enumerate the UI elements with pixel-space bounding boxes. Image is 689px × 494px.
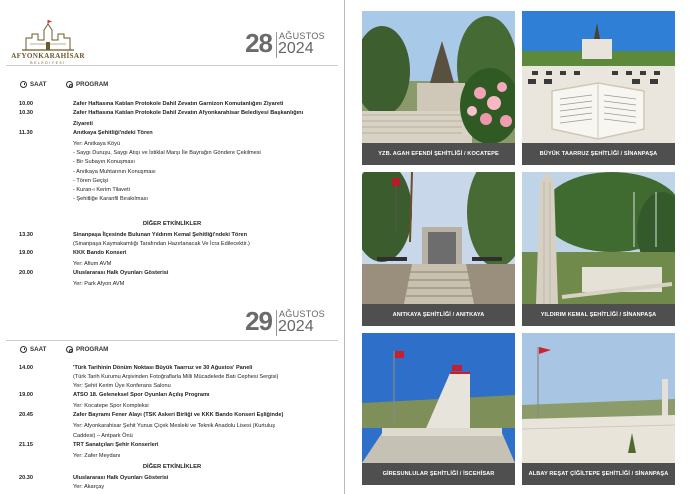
section-rule (6, 340, 338, 341)
photo-giresunlular (362, 333, 515, 463)
photo-caption: ANITKAYA ŞEHİTLİĞİ / ANITKAYA (362, 304, 515, 326)
photo-yildirim-kemal (522, 172, 675, 304)
saat-label: SAAT (30, 346, 47, 353)
photo-anitkaya (362, 172, 515, 304)
row-text: - Saygı Duruşu, Saygı Atışı ve İstiklal Marşı İle Bayrağın Göndere Çekilmesi (73, 150, 261, 157)
row-time: 13.30 (19, 232, 33, 238)
row-time: 11.30 (19, 130, 33, 137)
photo-caption: YZB. AGAH EFENDİ ŞEHİTLİĞİ / KOCATEPE (362, 143, 515, 165)
row-text: Zafer Bayramı Fener Alayı (TSK Askeri Birliği ve KKK Bando Konseri Eşliğinde) (73, 412, 284, 419)
photo-buyuk-taarruz (522, 11, 675, 143)
section-rule (6, 65, 338, 66)
saat-header (20, 346, 46, 353)
row-text: (Sinanpaşa Kaymakamlığı Tarafından Hazırlanacak Ve İcra Edilecektir.) (73, 241, 250, 248)
row-text: Anıtkaya Şehitliği'ndeki Tören (73, 130, 153, 137)
row-text: Uluslararası Halk Oyunları Gösterisi (73, 270, 169, 277)
row-time: 20.00 (19, 270, 33, 277)
row-time: 10.00 (19, 101, 33, 107)
row-text: - Bir Subayın Konuşması (73, 159, 135, 166)
photo-caption: YILDIRIM KEMAL ŞEHİTLİĞİ / SİNANPAŞA (522, 304, 675, 326)
photo-page (345, 0, 689, 494)
row-time: 10.30 (19, 110, 33, 117)
date-divider (276, 32, 277, 58)
date-heading-28 (0, 28, 334, 64)
program-icon (66, 346, 73, 353)
logo-name: AFYONKARAHİSAR (11, 52, 85, 60)
row-text: TRT Sanatçıları Şehir Konserleri (73, 441, 159, 448)
row-time: 14.00 (19, 365, 33, 371)
date-month: AĞUSTOS (279, 309, 325, 319)
program-header (66, 81, 108, 88)
row-time: 20.45 (19, 412, 33, 419)
row-text: Yer: Park Afyon AVM (73, 281, 125, 288)
logo-subtitle: BELEDİYESİ (30, 61, 66, 65)
row-text: Yer: Şehit Kerim Üye Konferans Salonu (73, 383, 171, 390)
row-text: Yer: Kocatepe Spor Kompleksi (73, 403, 149, 410)
program-label: PROGRAM (76, 346, 109, 353)
row-text: Yer: Anıtkaya Köyü (73, 141, 121, 148)
clock-icon (20, 346, 27, 353)
row-text: ATSO 18. Geleneksel Spor Oyunları Açılış Programı (73, 392, 210, 399)
row-text: Yer: Zafer Meydanı (73, 452, 121, 459)
row-text: - Şehitliğe Karanfil Bırakılması (73, 195, 148, 202)
row-text: - Kuran-ı Kerim Tilaveti (73, 186, 130, 193)
row-text: Yer: Afyonkarahisar Şehit Yunus Çiçek Mesleki ve Teknik Anadolu Lisesi (Kurtuluş (73, 423, 276, 430)
photo-caption: BÜYÜK TAARRUZ ŞEHİTLİĞİ / SİNANPAŞA (522, 143, 675, 165)
row-text: Caddesi) – Antpark Önü (73, 432, 133, 439)
program-label: PROGRAM (76, 81, 109, 88)
row-text: Yer: Afium AVM (73, 261, 112, 268)
photo-albay-resat (522, 333, 675, 463)
date-heading-29 (0, 306, 334, 342)
row-text: Yer: Akarçay (73, 484, 105, 491)
row-time: 21.15 (19, 441, 33, 448)
row-text: 'Türk Tarihinin Dönüm Noktası Büyük Taarruz ve 30 Ağustos' Paneli (73, 365, 253, 371)
saat-header (20, 81, 46, 88)
row-text: KKK Bando Konseri (73, 250, 127, 257)
row-text: Zafer Haftasına Katılan Protokole Dahil Zevatın Afyonkarahisar Belediyesi Başkanlığını (73, 110, 304, 117)
photo-caption: ALBAY REŞAT ÇİĞİLTEPE ŞEHİTLİĞİ / SİNANPAŞA (522, 463, 675, 485)
other-events-title: DİĞER ETKİNLİKLER (142, 221, 202, 227)
saat-label: SAAT (30, 81, 47, 88)
row-text: Sinanpaşa İlçesinde Bulunan Yıldırım Kemal Şehitliği'ndeki Tören (73, 232, 248, 238)
date-day: 29 (245, 306, 272, 336)
date-divider (276, 310, 277, 336)
photo-agah-efendi (362, 11, 515, 143)
program-icon (66, 81, 73, 88)
row-text: - Tören Geçişi (73, 177, 109, 184)
date-month: AĞUSTOS (279, 31, 325, 41)
row-text: Zafer Haftasına Katılan Protokole Dahil Zevatın Garnizon Komutanlığını Ziyareti (73, 101, 284, 107)
row-time: 19.00 (19, 250, 33, 257)
photo-caption: GİRESUNLULAR ŞEHİTLİĞİ / İSCEHİSAR (362, 463, 515, 485)
program-header (66, 346, 108, 353)
date-year: 2024 (278, 40, 314, 57)
row-text: Ziyareti (73, 121, 93, 128)
row-text: - Anıtkaya Muhtarının Konuşması (73, 168, 156, 175)
program-page (0, 0, 344, 494)
row-time: 19.00 (19, 392, 33, 399)
other-events-title: DİĞER ETKİNLİKLER (142, 464, 202, 470)
date-year: 2024 (278, 318, 314, 335)
clock-icon (20, 81, 27, 88)
date-day: 28 (245, 28, 272, 58)
row-time: 20.30 (19, 475, 33, 481)
row-text: Uluslararası Halk Oyunları Gösterisi (73, 475, 169, 481)
row-text: (Türk Tarih Kurumu Arşivinden Fotoğraflarla Milli Mücadelede Batı Cephesi Sergisi) (73, 374, 279, 381)
